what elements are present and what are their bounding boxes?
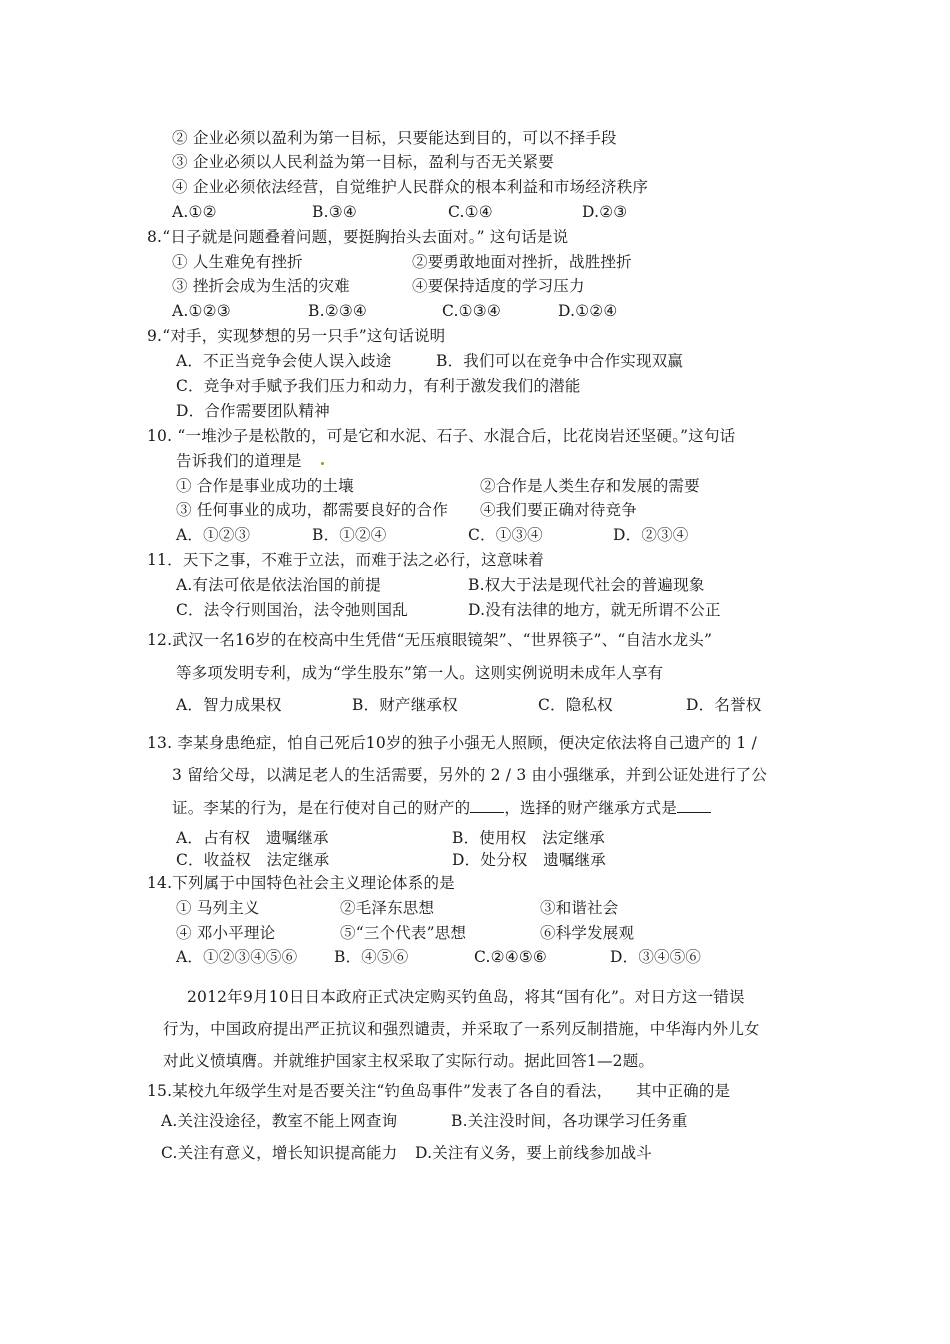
q10-stem-line2: 告诉我们的道理是 <box>176 452 302 470</box>
stray-dot <box>321 462 324 465</box>
q8-choice-a: A.①②③ <box>172 302 231 320</box>
q14-option-4: ④ 邓小平理论 <box>176 924 276 942</box>
q9-option-c: C．竞争对手赋予我们压力和动力，有利于激发我们的潜能 <box>176 377 581 395</box>
q15-option-b: B.关注没时间，各功课学习任务重 <box>451 1112 688 1130</box>
q14-choice-d: D．③④⑤⑥ <box>610 948 702 966</box>
q13-blank-2 <box>677 800 711 813</box>
q8-choice-b: B.②③④ <box>308 302 368 320</box>
q13-stem-line3-part1: 证。李某的行为，是在行使对自己的财产的 <box>172 799 471 817</box>
q8-stem: 8.“日子就是问题叠着问题，要挺胸抬头去面对。” 这句话是说 <box>147 228 569 246</box>
q14-option-1: ① 马列主义 <box>176 899 260 917</box>
q7-option-4: ④ 企业必须依法经营，自觉维护人民群众的根本利益和市场经济秩序 <box>172 178 649 196</box>
q7-option-2: ② 企业必须以盈利为第一目标，只要能达到目的，可以不择手段 <box>172 129 617 147</box>
q14-option-6: ⑥科学发展观 <box>540 924 635 942</box>
q11-option-a: A.有法可依是依法治国的前提 <box>176 576 381 594</box>
q15-option-c: C.关注有意义，增长知识提高能力 <box>161 1144 398 1162</box>
q12-stem-line1: 12.武汉一名16岁的在校高中生凭借“无压痕眼镜架”、“世界筷子”、“自洁水龙头” <box>147 631 713 649</box>
q8-option-4: ④要保持适度的学习压力 <box>412 277 585 295</box>
q10-choice-c: C．①③④ <box>468 526 543 544</box>
q13-option-d: D．处分权 遗嘱继承 <box>452 851 606 869</box>
q7-choice-d: D.②③ <box>582 203 628 221</box>
q11-option-d: D.没有法律的地方，就无所谓不公正 <box>468 601 721 619</box>
material-line2: 行为，中国政府提出严正抗议和强烈谴责，并采取了一系列反制措施，中华海内外儿女 <box>163 1020 760 1038</box>
q10-option-2: ②合作是人类生存和发展的需要 <box>480 477 700 495</box>
q9-stem: 9.“对手，实现梦想的另一只手”这句话说明 <box>147 327 446 345</box>
material-line3: 对此义愤填膺。并就维护国家主权采取了实际行动。据此回答1—2题。 <box>163 1052 655 1070</box>
q12-choice-b: B．财产继承权 <box>352 696 458 714</box>
q13-stem-line2: 3 留给父母，以满足老人的生活需要，另外的 2 / 3 由小强继承，并到公证处进行了公 <box>172 766 768 784</box>
q13-stem-line1: 13. 李某身患绝症，怕自己死后10岁的独子小强无人照顾，便决定依法将自己遗产的 1 / <box>147 734 758 752</box>
q14-option-2: ②毛泽东思想 <box>340 899 435 917</box>
q15-option-d: D.关注有义务，要上前线参加战斗 <box>415 1144 653 1162</box>
q12-choice-a: A．智力成果权 <box>176 696 282 714</box>
q14-stem: 14.下列属于中国特色社会主义理论体系的是 <box>147 874 455 892</box>
q12-choice-c: C．隐私权 <box>538 696 613 714</box>
q9-option-b: B．我们可以在竞争中合作实现双赢 <box>436 352 684 370</box>
q8-option-1: ① 人生难免有挫折 <box>172 253 303 271</box>
q14-choice-b: B．④⑤⑥ <box>334 948 409 966</box>
q8-option-3: ③ 挫折会成为生活的灾难 <box>172 277 350 295</box>
q13-stem-line3-part2: ，选择的财产继承方式是 <box>504 799 678 817</box>
q10-choice-a: A．①②③ <box>176 526 251 544</box>
material-line1: 2012年9月10日日本政府正式决定购买钓鱼岛，将其“国有化”。对日方这一错误 <box>187 988 745 1006</box>
q14-choice-a: A．①②③④⑤⑥ <box>176 948 298 966</box>
q14-option-3: ③和谐社会 <box>540 899 619 917</box>
q10-option-4: ④我们要正确对待竞争 <box>480 501 638 519</box>
q10-option-3: ③ 任何事业的成功，都需要良好的合作 <box>176 501 449 519</box>
q13-option-b: B．使用权 法定继承 <box>452 829 605 847</box>
q13-stem-line3 <box>172 800 711 817</box>
q11-option-c: C．法令行则国治，法令弛则国乱 <box>176 601 408 619</box>
q13-option-c: C．收益权 法定继承 <box>176 851 330 869</box>
q14-choice-c: C.②④⑤⑥ <box>474 948 548 966</box>
q10-option-1: ① 合作是事业成功的土壤 <box>176 477 354 495</box>
q14-option-5: ⑤“三个代表”思想 <box>340 924 467 942</box>
q12-stem-line2: 等多项发明专利，成为“学生股东”第一人。这则实例说明未成年人享有 <box>176 664 664 682</box>
q9-option-a: A．不正当竞争会使人误入歧途 <box>176 352 392 370</box>
q13-option-a: A．占有权 遗嘱继承 <box>176 829 329 847</box>
q7-choice-a: A.①② <box>172 203 217 221</box>
q15-option-a: A.关注没途径，教室不能上网查询 <box>161 1112 398 1130</box>
q8-choice-d: D.①②④ <box>558 302 618 320</box>
q9-option-d: D．合作需要团队精神 <box>176 402 330 420</box>
q12-choice-d: D．名誉权 <box>686 696 762 714</box>
q10-choice-b: B．①②④ <box>312 526 387 544</box>
q7-choice-c: C.①④ <box>448 203 493 221</box>
q7-choice-b: B.③④ <box>312 203 357 221</box>
q11-stem: 11．天下之事，不难于立法，而难于法之必行，这意味着 <box>147 551 544 569</box>
q10-choice-d: D．②③④ <box>613 526 689 544</box>
q13-blank-1 <box>470 800 504 813</box>
q8-choice-c: C.①③④ <box>442 302 501 320</box>
q11-option-b: B.权大于法是现代社会的普遍现象 <box>468 576 705 594</box>
q7-option-3: ③ 企业必须以人民利益为第一目标，盈利与否无关紧要 <box>172 153 554 171</box>
q8-option-2: ②要勇敢地面对挫折，战胜挫折 <box>412 253 632 271</box>
q15-stem: 15.某校九年级学生对是否要关注“钓鱼岛事件”发表了各自的看法， 其中正确的是 <box>147 1082 731 1100</box>
q10-stem-line1: 10. “一堆沙子是松散的，可是它和水泥、石子、水混合后，比花岗岩还坚硬。”这句话 <box>147 427 736 445</box>
